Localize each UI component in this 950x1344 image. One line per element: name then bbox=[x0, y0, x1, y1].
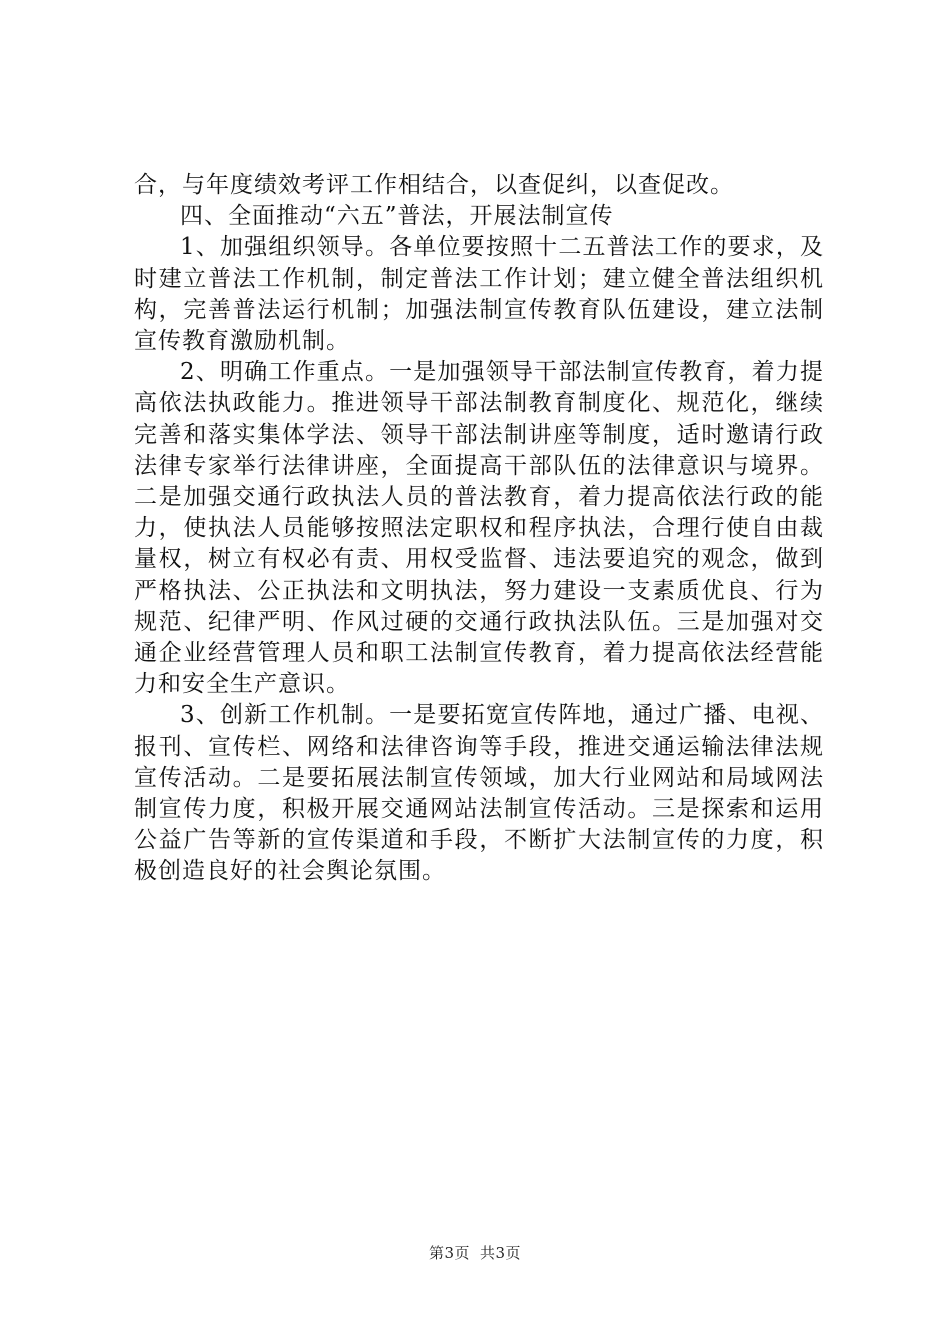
section-heading: 四、全面推动“六五”普法，开展法制宣传 bbox=[180, 203, 614, 230]
paragraph-work-priorities: 2、明确工作重点。一是加强领导干部法制宣传教育，着力提高依法执政能力。推进领导干部法制教育制度化、规范化，继续完善和落实集体学法、领导干部法制讲座等制度，适时邀请行政法律专家举行法律讲座，全面提高干部队伍的法律意识与境界。二是加强交通行政执法人员的普法教育，着力提高依法行政的能力，使执法人员能够按照法定职权和程序执法，合理行使自由裁量权，树立有权必有责、用权受监督、违法要追究的观念，做到严格执法、公正执法和文明执法，努力建设一支素质优良、行为规范、纪律严明、作风过硬的交通行政执法队伍。三是加强对交通企业经营管理人员和职工法制宣传教育，着力提高依法经营能力和安全生产意识。 bbox=[134, 359, 824, 698]
document-body bbox=[134, 170, 824, 888]
paragraph-continuation: 合，与年度绩效考评工作相结合，以查促纠，以查促改。 bbox=[134, 172, 734, 198]
paragraph-organization-leadership: 1、加强组织领导。各单位要按照十二五普法工作的要求，及时建立普法工作机制，制定普法工作计划；建立健全普法组织机构，完善普法运行机制；加强法制宣传教育队伍建设，建立法制宣传教育激励机制。 bbox=[134, 234, 824, 355]
page-footer bbox=[0, 1242, 950, 1263]
page-total: 共3页 bbox=[480, 1244, 522, 1262]
page-number: 第3页 bbox=[428, 1244, 470, 1262]
paragraph-innovation-mechanism: 3、创新工作机制。一是要拓宽宣传阵地，通过广播、电视、报刊、宣传栏、网络和法律咨询等手段，推进交通运输法律法规宣传活动。二是要拓展法制宣传领域，加大行业网站和局域网法制宣传力度，积极开展交通网站法制宣传活动。三是探索和运用公益广告等新的宣传渠道和手段，不断扩大法制宣传的力度，积极创造良好的社会舆论氛围。 bbox=[134, 702, 824, 885]
